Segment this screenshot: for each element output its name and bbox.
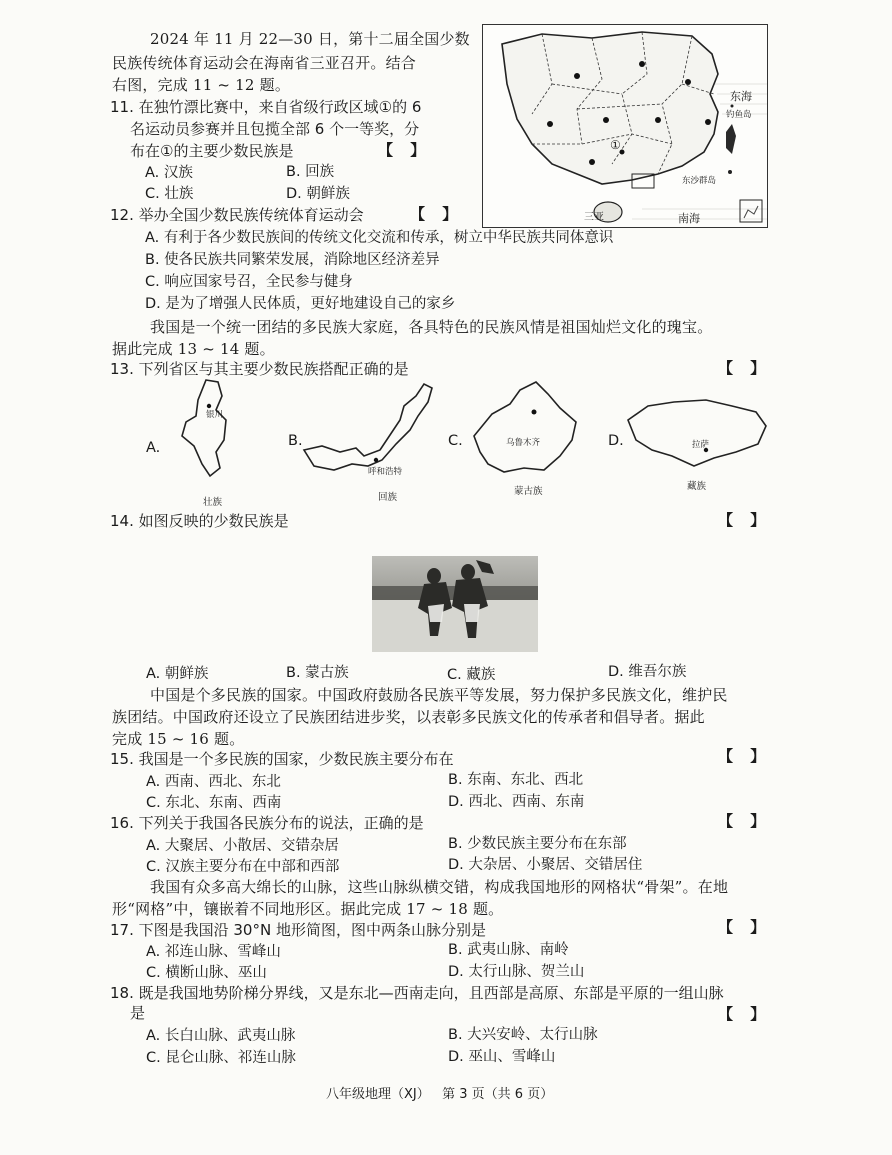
q11-answer-bracket[interactable]: 【 】	[378, 141, 432, 159]
q13-answer-bracket[interactable]: 【 】	[718, 359, 772, 377]
q13-option-c-letter[interactable]: C.	[448, 433, 463, 449]
q13-option-b-city: 呼和浩特	[368, 467, 403, 477]
q13-option-a-shape	[176, 376, 246, 482]
q11-stem-line2: 名运动员参赛并且包揽全部 6 个一等奖，分	[130, 120, 420, 138]
q12-option-b[interactable]: B. 使各民族共同繁荣发展，消除地区经济差异	[145, 252, 440, 268]
q14-option-b[interactable]: B. 蒙古族	[286, 665, 349, 681]
intro-11-12-line1: 2024 年 11 月 22—30 日，第十二届全国少数	[150, 30, 470, 48]
q16-option-b[interactable]: B. 少数民族主要分布在东部	[448, 836, 627, 852]
q13-option-a-minority: 壮族	[203, 497, 223, 508]
q16-option-c[interactable]: C. 汉族主要分布在中部和西部	[146, 859, 340, 875]
q13-option-c-shape	[464, 378, 584, 478]
q14-option-d[interactable]: D. 维吾尔族	[608, 664, 687, 680]
intro-15-16-line2: 族团结。中国政府还设立了民族团结进步奖，以表彰多民族文化的传承者和倡导者。据此	[112, 708, 705, 726]
intro-17-18-line1: 我国有众多高大绵长的山脉，这些山脉纵横交错，构成我国地形的网格状“骨架”。在地	[150, 878, 729, 896]
q17-option-b[interactable]: B. 武夷山脉、南岭	[448, 942, 569, 958]
q14-option-c[interactable]: C. 藏族	[447, 667, 496, 683]
q14-stem: 14. 如图反映的少数民族是	[110, 512, 289, 530]
q13-option-b-minority: 回族	[378, 492, 398, 503]
q13-option-a-city: 银川	[206, 410, 224, 420]
page-footer: 八年级地理（XJ） 第 3 页（共 6 页）	[326, 1087, 554, 1102]
q14-answer-bracket[interactable]: 【 】	[718, 511, 772, 529]
wrestling-photo	[372, 556, 538, 652]
intro-13-14-line2: 据此完成 13 ~ 14 题。	[112, 340, 275, 358]
q17-answer-bracket[interactable]: 【 】	[718, 918, 772, 936]
q18-option-a[interactable]: A. 长白山脉、武夷山脉	[146, 1028, 296, 1044]
q18-option-c[interactable]: C. 昆仑山脉、祁连山脉	[146, 1050, 296, 1066]
label-nanhai: 南海	[678, 212, 700, 225]
q13-stem: 13. 下列省区与其主要少数民族搭配正确的是	[110, 360, 409, 378]
q17-stem: 17. 下图是我国沿 30°N 地形简图，图中两条山脉分别是	[110, 921, 486, 939]
intro-15-16-line3: 完成 15 ~ 16 题。	[112, 730, 245, 748]
intro-15-16-line1: 中国是个多民族的国家。中国政府鼓励各民族平等发展，努力保护多民族文化，维护民	[150, 686, 728, 704]
q11-option-a[interactable]: A. 汉族	[145, 165, 193, 181]
q11-option-c[interactable]: C. 壮族	[145, 186, 194, 202]
q18-option-b[interactable]: B. 大兴安岭、太行山脉	[448, 1027, 598, 1043]
q15-option-b[interactable]: B. 东南、东北、西北	[448, 772, 584, 788]
q15-option-a[interactable]: A. 西南、西北、东北	[146, 774, 281, 790]
label-sanya: 三亚	[584, 212, 604, 223]
intro-13-14-line1: 我国是一个统一团结的多民族大家庭，各具特色的民族风情是祖国灿烂文化的瑰宝。	[150, 318, 713, 336]
province-marker-1: ①	[610, 138, 621, 152]
q13-option-d-shape	[622, 396, 772, 474]
china-south-map	[482, 24, 768, 228]
q13-option-d-city: 拉萨	[692, 440, 710, 450]
q15-option-d[interactable]: D. 西北、西南、东南	[448, 794, 585, 810]
q11-option-b[interactable]: B. 回族	[286, 164, 335, 180]
q18-option-d[interactable]: D. 巫山、雪峰山	[448, 1049, 556, 1065]
label-dongsha: 东沙群岛	[682, 176, 717, 186]
q15-option-c[interactable]: C. 东北、东南、西南	[146, 795, 282, 811]
q17-option-c[interactable]: C. 横断山脉、巫山	[146, 965, 267, 981]
q13-option-c-city: 乌鲁木齐	[506, 438, 541, 448]
q18-stem-line2: 是	[130, 1004, 146, 1022]
q12-option-c[interactable]: C. 响应国家号召，全民参与健身	[145, 274, 353, 290]
q14-option-a[interactable]: A. 朝鲜族	[146, 666, 209, 682]
q11-stem-line3: 布在①的主要少数民族是	[130, 142, 294, 160]
q16-stem: 16. 下列关于我国各民族分布的说法，正确的是	[110, 814, 424, 832]
q16-option-d[interactable]: D. 大杂居、小聚居、交错居住	[448, 857, 643, 873]
intro-11-12-line3: 右图，完成 11 ~ 12 题。	[112, 76, 291, 94]
q12-option-a[interactable]: A. 有利于各少数民族间的传统文化交流和传承，树立中华民族共同体意识	[145, 230, 614, 246]
q13-option-b-letter[interactable]: B.	[288, 433, 303, 449]
q12-option-d[interactable]: D. 是为了增强人民体质，更好地建设自己的家乡	[145, 296, 456, 312]
q18-stem-line1: 18. 既是我国地势阶梯分界线，又是东北—西南走向，且西部是高原、东部是平原的一组山脉	[110, 984, 724, 1002]
q13-option-d-minority: 藏族	[687, 481, 707, 492]
q12-answer-bracket[interactable]: 【 】	[410, 205, 464, 223]
q11-option-d[interactable]: D. 朝鲜族	[286, 186, 350, 202]
q13-option-c-minority: 蒙古族	[514, 486, 543, 497]
q15-answer-bracket[interactable]: 【 】	[718, 747, 772, 765]
q17-option-d[interactable]: D. 太行山脉、贺兰山	[448, 964, 585, 980]
q13-option-d-letter[interactable]: D.	[608, 433, 624, 449]
q15-stem: 15. 我国是一个多民族的国家，少数民族主要分布在	[110, 750, 454, 768]
q18-answer-bracket[interactable]: 【 】	[718, 1005, 772, 1023]
q12-stem: 12. 举办全国少数民族传统体育运动会	[110, 206, 364, 224]
label-east-sea: 东海	[730, 90, 752, 103]
intro-11-12-line2: 民族传统体育运动会在海南省三亚召开。结合	[112, 54, 417, 72]
label-diaoyu: 钓鱼岛	[726, 110, 752, 120]
q11-stem-line1: 11. 在独竹漂比赛中，来自省级行政区域①的 6	[110, 98, 422, 116]
intro-17-18-line2: 形“网格”中，镶嵌着不同地形区。据此完成 17 ~ 18 题。	[112, 900, 504, 918]
q16-answer-bracket[interactable]: 【 】	[718, 812, 772, 830]
q16-option-a[interactable]: A. 大聚居、小散居、交错杂居	[146, 838, 339, 854]
q17-option-a[interactable]: A. 祁连山脉、雪峰山	[146, 944, 281, 960]
q13-option-a-letter[interactable]: A.	[146, 440, 161, 456]
